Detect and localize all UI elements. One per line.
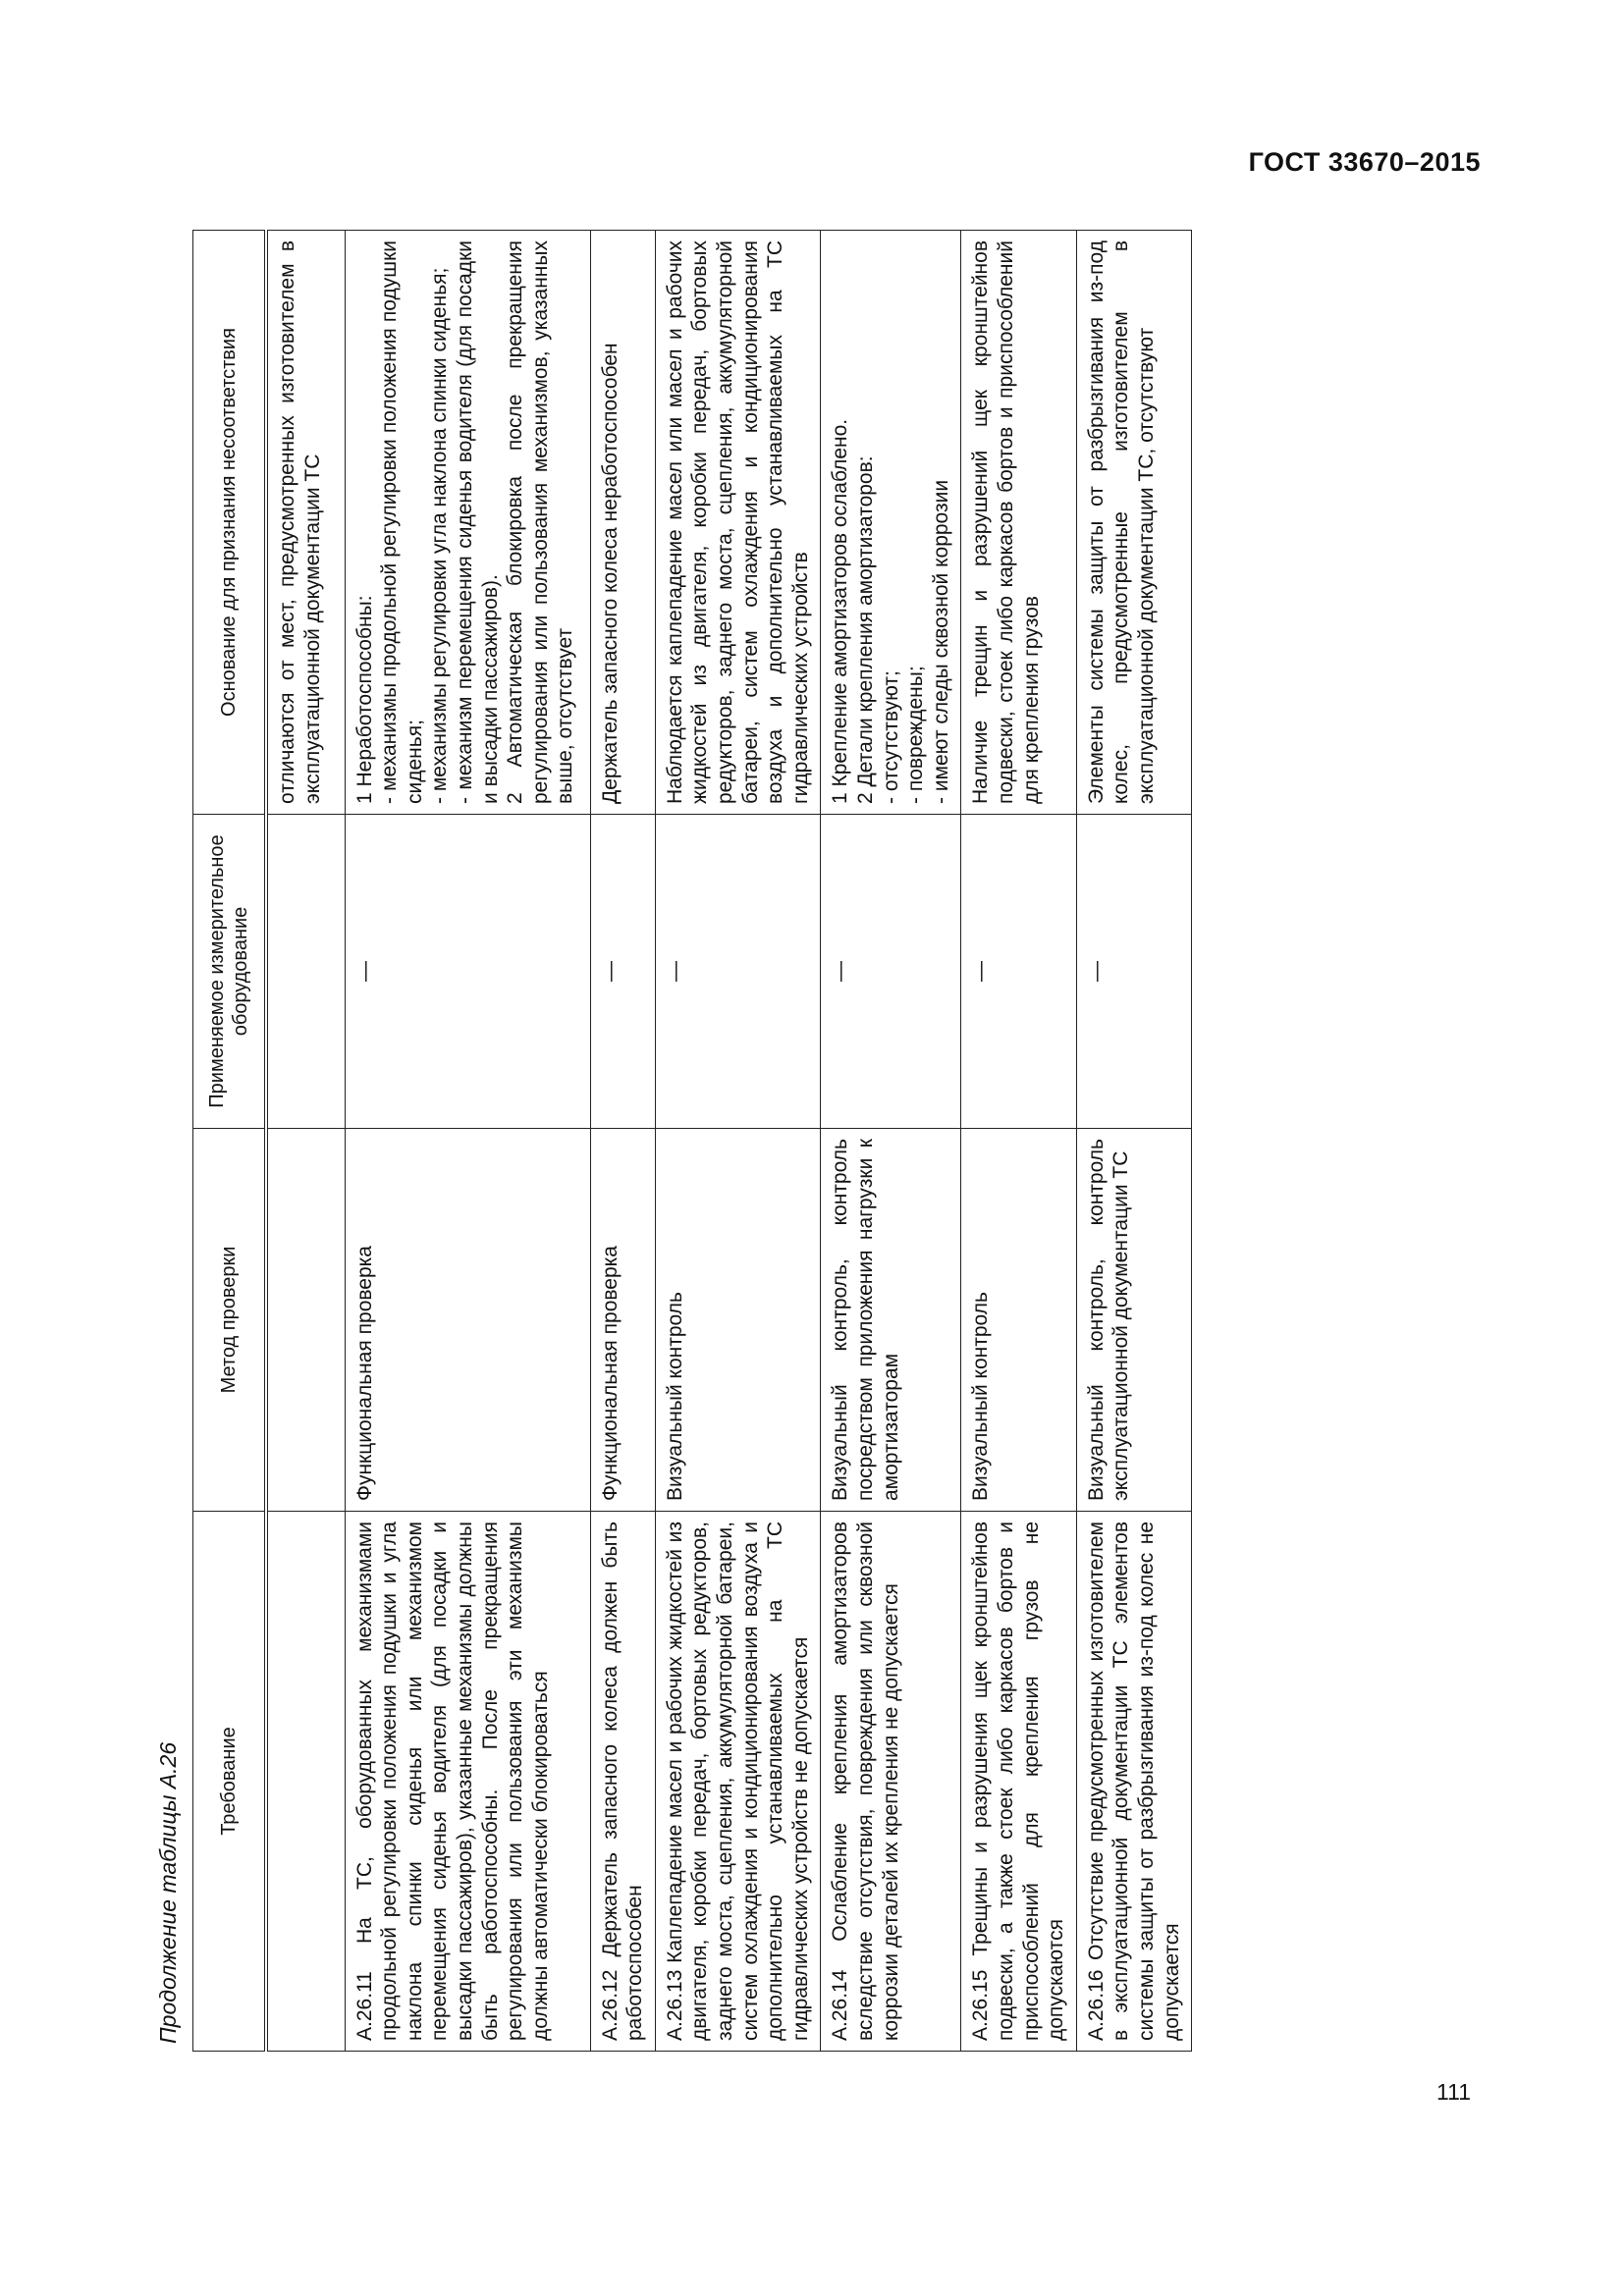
basis-cell	[345, 231, 590, 815]
requirement-cell	[266, 1512, 345, 2052]
basis-cell	[821, 231, 961, 815]
basis-line: Наблюдается каплепадение масел или масел и рабочих жидкостей из двигателя, коробки передач, бортовых редукторов, заднего моста, сцепления, аккумуляторной батареи, систем охлаждения и кондиционирования воздуха и дополнительно устанавливаемых на ТС гидравлических устройств	[663, 240, 812, 804]
equipment-cell	[345, 815, 590, 1129]
equipment-value: —	[969, 961, 993, 982]
basis-cell	[266, 231, 345, 815]
table-row	[1076, 231, 1191, 2052]
basis-line: отличаются от мест, предусмотренных изготовителем в эксплуатационной документации ТС	[276, 240, 324, 804]
basis-line: Элементы системы защиты от разбрызгивания из-под колес, предусмотренные изготовителем в эксплуатационной документации ТС, отсутствуют	[1084, 240, 1159, 804]
requirement-cell: А.26.12 Держатель запасного колеса должен быть работоспособен	[590, 1512, 655, 2052]
basis-line: 1 Крепление амортизаторов ослаблено.	[829, 418, 852, 804]
equipment-value: —	[829, 961, 852, 982]
requirement-cell: А.26.11 На ТС, оборудованных механизмами продольной регулировки положения подушки и угла наклона спинки сиденья или механизмом перемещения сиденья водителя (для посадки и высадки пассажиров), указанные механизмы должны быть работоспособны. После прекращения регулирования или пользования эти механизмы должны автоматически блокироваться	[345, 1512, 590, 2052]
requirement-cell: А.26.15 Трещины и разрушения щек кронштейнов подвески, а также стоек либо каркасов бортов и приспособлений для крепления грузов не допускаются	[961, 1512, 1076, 2052]
standard-code: ГОСТ 33670–2015	[1248, 147, 1481, 177]
basis-cell	[961, 231, 1076, 815]
equipment-value: —	[598, 961, 622, 982]
method-cell: Функциональная проверка	[590, 1129, 655, 1512]
requirement-cell: А.26.13 Каплепадение масел и рабочих жидкостей из двигателя, коробки передач, бортовых редукторов, заднего моста, сцепления, аккумуляторной батареи, систем охлаждения и кондиционирования воздуха и дополнительно устанавливаемых на ТС гидравлических устройств не допускается	[655, 1512, 821, 2052]
equipment-cell	[266, 815, 345, 1129]
equipment-value: —	[663, 961, 686, 982]
table-row	[590, 231, 655, 2052]
table-header-row	[193, 231, 267, 2052]
table-row	[961, 231, 1076, 2052]
method-cell: Визуальный контроль, контроль посредством приложения нагрузки к амортизаторам	[821, 1129, 961, 1512]
equipment-cell	[961, 815, 1076, 1129]
basis-line: 2 Детали крепления амортизаторов:	[853, 455, 877, 804]
basis-line: 2 Автоматическая блокировка после прекращения регулирования или пользования механизмов, указанных выше, отсутствует	[504, 240, 577, 804]
column-header-requirement: Требование	[193, 1512, 267, 2052]
page-number: 111	[1436, 2079, 1471, 2105]
basis-line: - отсутствуют;	[879, 670, 902, 804]
basis-line: - механизм перемещения сиденья водителя (для посадки и высадки пассажиров).	[453, 240, 502, 804]
method-cell	[266, 1129, 345, 1512]
basis-line: - механизмы продольной регулировки положения подушки сиденья;	[378, 240, 426, 804]
method-cell: Визуальный контроль, контроль эксплуатационной документации ТС	[1076, 1129, 1191, 1512]
basis-line: - механизмы регулировки угла наклона спинки сиденья;	[428, 267, 452, 804]
basis-line: 1 Неработоспособны:	[352, 595, 376, 804]
column-header-basis: Основание для признания несоответствия	[193, 231, 267, 815]
table-body	[266, 231, 1192, 2052]
requirement-cell: А.26.16 Отсутствие предусмотренных изготовителем в эксплуатационной документации ТС элементов системы защиты от разбрызгивания из-под колес не допускается	[1076, 1512, 1191, 2052]
rotated-page-content	[147, 231, 1473, 2052]
requirements-table	[192, 230, 1192, 2052]
equipment-cell	[821, 815, 961, 1129]
method-cell: Визуальный контроль	[655, 1129, 821, 1512]
basis-cell	[1076, 231, 1191, 815]
requirement-cell: А.26.14 Ослабление крепления амортизаторов вследствие отсутствия, повреждения или сквозной коррозии деталей их крепления не допускается	[821, 1512, 961, 2052]
table-row	[655, 231, 821, 2052]
table-caption: Продолжение таблицы А.26	[155, 1741, 181, 2044]
basis-line: Держатель запасного колеса неработоспособен	[598, 343, 622, 804]
equipment-cell	[590, 815, 655, 1129]
basis-line: Наличие трещин и разрушений щек кронштейнов подвески, стоек либо каркасов бортов и приспособлений для крепления грузов	[969, 240, 1043, 804]
table-row	[266, 231, 345, 2052]
column-header-method: Метод проверки	[193, 1129, 267, 1512]
basis-line: - имеют следы сквозной коррозии	[929, 479, 952, 804]
basis-cell	[590, 231, 655, 815]
equipment-value: —	[352, 961, 376, 982]
equipment-cell	[655, 815, 821, 1129]
basis-cell	[655, 231, 821, 815]
table-row	[345, 231, 590, 2052]
method-cell: Визуальный контроль	[961, 1129, 1076, 1512]
table-row	[821, 231, 961, 2052]
method-cell: Функциональная проверка	[345, 1129, 590, 1512]
equipment-value: —	[1084, 961, 1108, 982]
equipment-cell	[1076, 815, 1191, 1129]
column-header-equipment: Применяемое измерительное оборудование	[193, 815, 267, 1129]
basis-line: - повреждены;	[904, 666, 928, 804]
